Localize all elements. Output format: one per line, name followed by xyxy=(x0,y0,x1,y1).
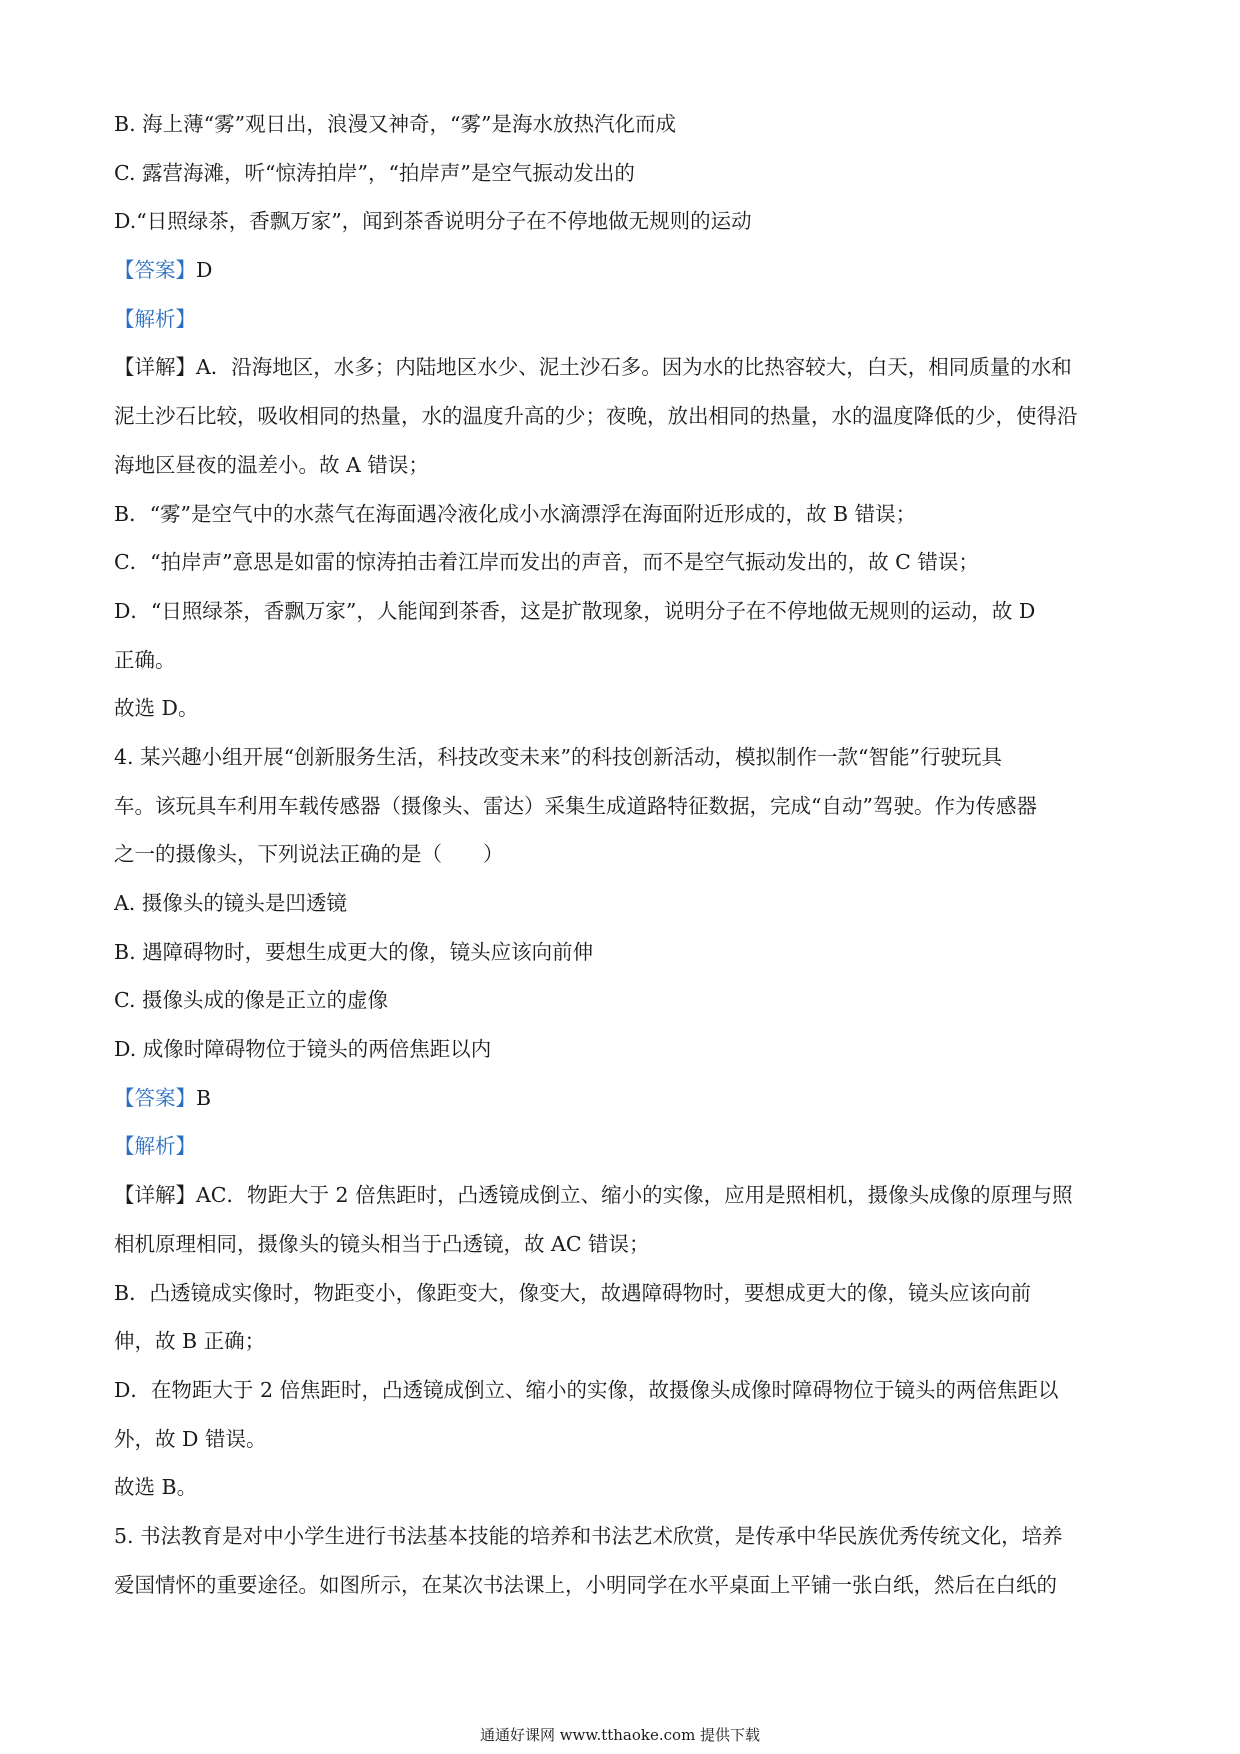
q4-answer-line xyxy=(114,1074,1130,1123)
q4-option-c: C. 摄像头成的像是正立的虚像 xyxy=(114,988,388,1013)
q4-stem-line: 车。该玩具车利用车载传感器（摄像头、雷达）采集生成道路特征数据，完成“自动”驾驶。作为传感器 xyxy=(114,793,1037,818)
q3-answer: D xyxy=(196,258,213,283)
q5-stem-line: 爱国情怀的重要途径。如图所示，在某次书法课上，小明同学在水平桌面上平铺一张白纸，然后在白纸的 xyxy=(114,1572,1057,1597)
q3-detail-line: 海地区昼夜的温差小。故 A 错误； xyxy=(114,452,429,477)
q4-option-d: D. 成像时障碍物位于镜头的两倍焦距以内 xyxy=(114,1037,492,1062)
q4-option-b: B. 遇障碍物时，要想生成更大的像，镜头应该向前伸 xyxy=(114,939,594,964)
q3-analysis-line xyxy=(114,295,1130,344)
analysis-tag: 【解析】 xyxy=(114,1134,196,1159)
q3-detail-line: 泥土沙石比较，吸收相同的热量，水的温度升高的少；夜晚，放出相同的热量，水的温度降低的少，使得沿 xyxy=(114,404,1078,429)
q3-option-b: B. 海上薄“雾”观日出，浪漫又神奇，“雾”是海水放热汽化而成 xyxy=(114,112,677,136)
q4-option-a: A. 摄像头的镜头是凹透镜 xyxy=(114,891,347,915)
q4-detail-line: 外，故 D 错误。 xyxy=(114,1426,267,1451)
q3-detail-line xyxy=(114,343,1130,392)
q3-detail-line: 正确。 xyxy=(114,647,176,672)
q4-detail-line xyxy=(114,1171,1130,1220)
q4-stem-line: 之一的摄像头，下列说法正确的是（ ） xyxy=(114,842,504,867)
q3-detail-line: D．“日照绿茶，香飘万家”，人能闻到茶香，这是扩散现象，说明分子在不停地做无规则的运动，故 D xyxy=(114,598,1036,623)
q4-analysis-line xyxy=(114,1122,1130,1171)
answer-tag: 【答案】 xyxy=(114,1085,196,1110)
q4-detail-line: 伸，故 B 正确； xyxy=(114,1329,266,1354)
q4-detail-line: D．在物距大于 2 倍焦距时，凸透镜成倒立、缩小的实像，故摄像头成像时障碍物位于镜头的两倍焦距以 xyxy=(114,1377,1059,1402)
detail-tag: 【详解】 xyxy=(114,355,196,380)
q3-answer-line xyxy=(114,246,1130,295)
detail-tag: 【详解】 xyxy=(114,1183,196,1208)
q4-conclusion: 故选 B。 xyxy=(114,1475,198,1500)
q5-stem-line: 5. 书法教育是对中小学生进行书法基本技能的培养和书法艺术欣赏，是传承中华民族优秀传统文化，培养 xyxy=(114,1523,1063,1548)
q4-answer: B xyxy=(196,1085,212,1110)
q3-detail-line: B．“雾”是空气中的水蒸气在海面遇冷液化成小水滴漂浮在海面附近形成的，故 B 错误； xyxy=(114,501,917,526)
answer-tag: 【答案】 xyxy=(114,258,196,283)
page-footer: 通通好课网 www.tthaoke.com 提供下载 xyxy=(479,1726,761,1744)
document-body xyxy=(114,100,1130,1609)
q3-detail-line: C．“拍岸声”意思是如雷的惊涛拍击着江岸而发出的声音，而不是空气振动发出的，故 C 错误； xyxy=(114,550,979,575)
q4-detail-text: AC．物距大于 2 倍焦距时，凸透镜成倒立、缩小的实像，应用是照相机，摄像头成像的原理与照 xyxy=(196,1183,1073,1208)
q3-conclusion: 故选 D。 xyxy=(114,696,199,721)
q4-detail-line: B．凸透镜成实像时，物距变小，像距变大，像变大，故遇障碍物时，要想成更大的像，镜头应该向前 xyxy=(114,1280,1032,1305)
q3-option-d: D.“日照绿茶，香飘万家”，闻到茶香说明分子在不停地做无规则的运动 xyxy=(114,209,752,234)
q4-detail-line: 相机原理相同，摄像头的镜头相当于凸透镜，故 AC 错误； xyxy=(114,1231,650,1256)
analysis-tag: 【解析】 xyxy=(114,306,196,331)
q3-option-c: C. 露营海滩，听“惊涛拍岸”，“拍岸声”是空气振动发出的 xyxy=(114,160,635,185)
q3-detail-text: A．沿海地区，水多；内陆地区水少、泥土沙石多。因为水的比热容较大，白天，相同质量的水和 xyxy=(196,355,1072,380)
q4-stem-line: 4. 某兴趣小组开展“创新服务生活，科技改变未来”的科技创新活动，模拟制作一款“智能”行驶玩具 xyxy=(114,744,1002,769)
